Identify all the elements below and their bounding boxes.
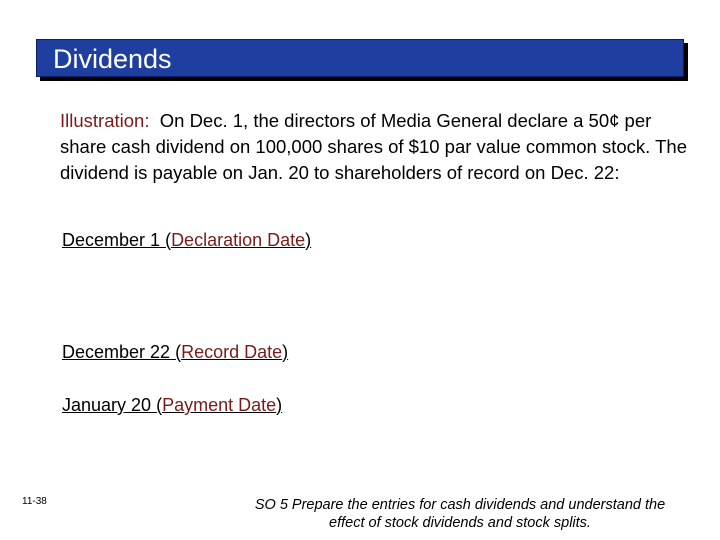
payment-date-line [62, 394, 282, 416]
page-title: Dividends [53, 44, 172, 74]
title-bar [36, 39, 684, 77]
study-objective-line-2: effect of stock dividends and stock splits. [329, 515, 591, 531]
record-open-paren: ( [175, 342, 182, 362]
illustration-text: On Dec. 1, the directors of Media General declare a 50¢ per share cash dividend on 100,000 shares of $10 par value common stock. The dividend is payable on Jan. 20 to shareholders of record on Dec. 22: [60, 110, 687, 183]
payment-open-paren: ( [156, 395, 163, 415]
declaration-date-line [62, 229, 311, 251]
declaration-date: December 1 [62, 230, 161, 250]
declaration-open-paren: ( [165, 230, 172, 250]
record-date-label: Record Date [181, 342, 283, 362]
record-close-paren: ) [282, 342, 289, 362]
record-date: December 22 [62, 342, 171, 362]
illustration-label: Illustration: [60, 110, 150, 131]
record-date-line [62, 341, 288, 363]
declaration-close-paren: ) [305, 230, 312, 250]
slide-number: 11-38 [22, 496, 47, 507]
declaration-date-label: Declaration Date [171, 230, 306, 250]
payment-close-paren: ) [276, 395, 283, 415]
illustration-paragraph [60, 108, 690, 186]
study-objective-line-1: SO 5 Prepare the entries for cash dividends and understand the [254, 497, 666, 513]
study-objective [210, 496, 710, 532]
payment-date: January 20 [62, 395, 152, 415]
payment-date-label: Payment Date [162, 395, 277, 415]
